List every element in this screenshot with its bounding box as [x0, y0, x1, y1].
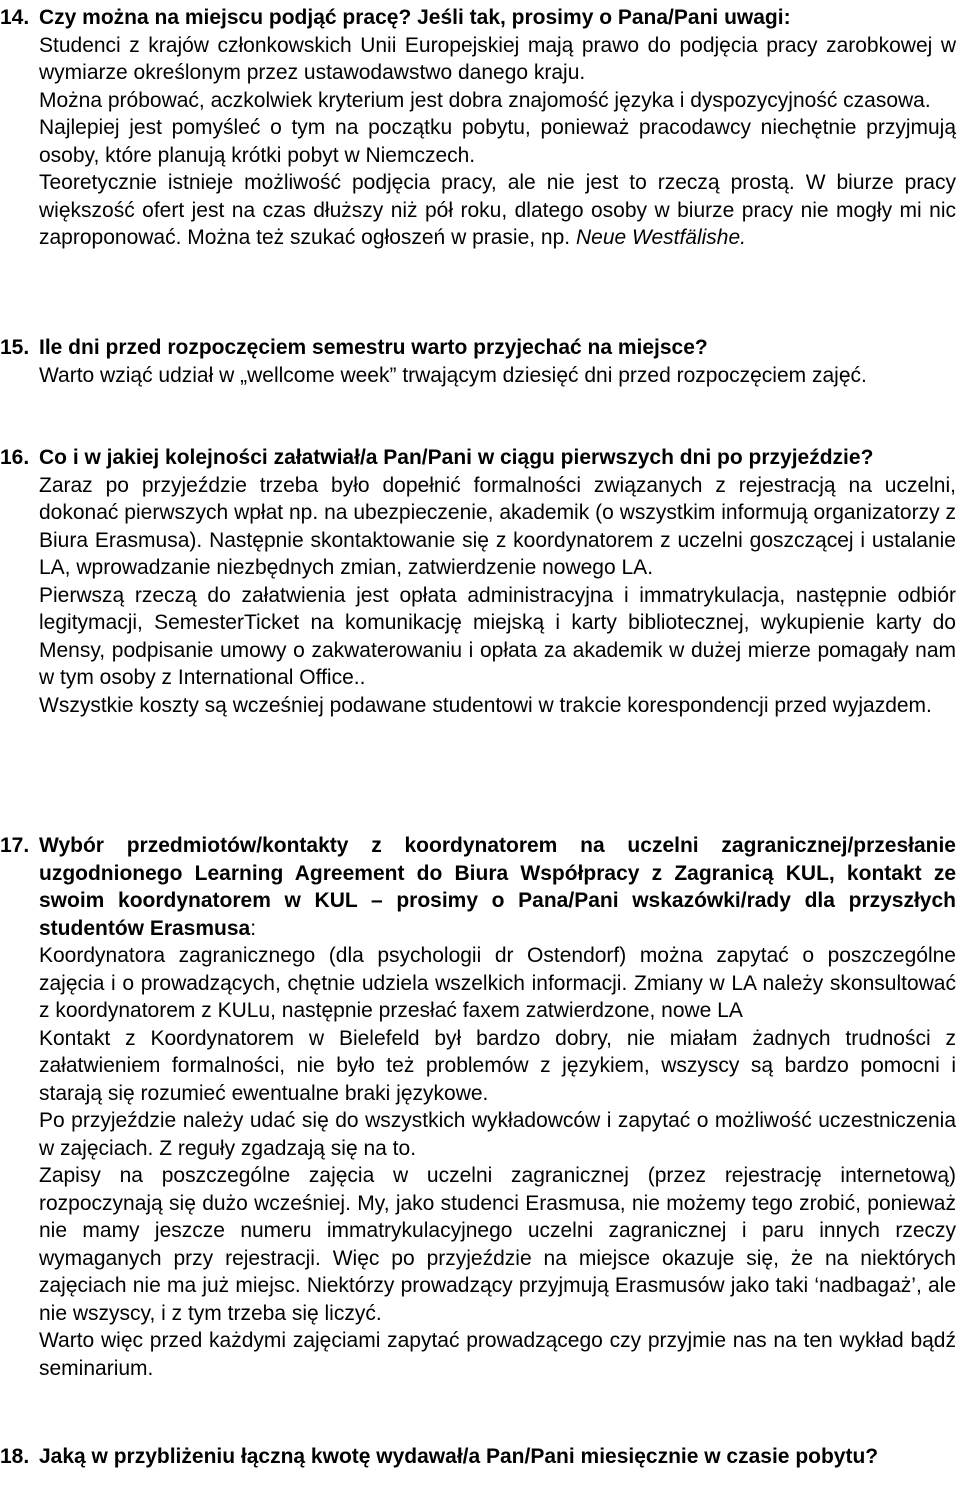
question-number: 15.	[0, 336, 30, 359]
question-text: Jaką w przybliżeniu łączną kwotę wydawał/a Pan/Pani miesięcznie w czasie pobytu?	[39, 1445, 879, 1468]
question-text: Wybór przedmiotów/kontakty z koordynatorem na uczelni zagranicznej/przesłanie uzgodnionego Learning Agreement do Biura Współpracy z Zagranicą KUL, kontakt ze swoim koordynatorem w KUL – prosimy o Pana/Pani wskazówki/rady dla przyszłych studentów Erasmusa	[39, 834, 956, 940]
answer-paragraph: Koordynatora zagranicznego (dla psychologii dr Ostendorf) można zapytać o poszczególne zajęcia i o prowadzących, chętnie udziela wszelkich informacji. Zmiany w LA należy skonsultować z koordynatorem z KULu, następnie przesłać faxem zatwierdzone, nowe LA	[39, 944, 956, 1022]
answer-paragraph: Warto wziąć udział w „wellcome week” trwającym dziesięć dni przed rozpoczęciem zajęć.	[39, 363, 867, 387]
answer-paragraph: Warto więc przed każdymi zajęciami zapytać prowadzącego czy przyjmie nas na ten wykład bądź seminarium.	[39, 1329, 956, 1380]
answer-paragraph: Można próbować, aczkolwiek kryterium jest dobra znajomość języka i dyspozycyjność czasowa.	[39, 88, 931, 112]
question-16	[0, 444, 960, 719]
answer-paragraph: Zaraz po przyjeździe trzeba było dopełnić formalności związanych z rejestracją na uczelni, dokonać pierwszych wpłat np. na ubezpieczenie, akademik (o wszystkim informują organizatorzy z Biura Erasmusa). Następnie skontaktowanie się z koordynatorem z uczelni goszczącej i ustalanie LA, wprowadzanie niezbędnych zmian, zatwierdzenie nowego LA.	[39, 473, 956, 579]
question-number: 17.	[0, 834, 30, 857]
answer-paragraph: Najlepiej jest pomyśleć o tym na początku pobytu, ponieważ pracodawcy niechętnie przyjmują osoby, które planują krótki pobyt w Niemczech.	[39, 116, 956, 167]
question-body	[39, 1443, 956, 1471]
answer-paragraph: Po przyjeździe należy udać się do wszystkich wykładowców i zapytać o możliwość uczestniczenia w zajęciach. Z reguły zgadzają się na to.	[39, 1109, 956, 1160]
question-body	[39, 334, 956, 389]
answer-paragraph: Studenci z krajów członkowskich Unii Europejskiej mają prawo do podjęcia pracy zarobkowej w wymiarze określonym przez ustawodawstwo danego kraju.	[39, 33, 956, 84]
question-text: Czy można na miejscu podjąć pracę? Jeśli tak, prosimy o Pana/Pani uwagi:	[39, 6, 791, 29]
question-17	[0, 832, 960, 1382]
answer-paragraph: Kontakt z Koordynatorem w Bielefeld był bardzo dobry, nie miałam żadnych trudności z załatwieniem formalności, nie było też problemów z językiem, wszyscy są bardzo pomocni i starają się rozumieć ewentualne braki językowe.	[39, 1026, 956, 1105]
question-14	[0, 4, 960, 252]
question-number: 16.	[0, 446, 30, 469]
question-text: Co i w jakiej kolejności załatwiał/a Pan/Pani w ciągu pierwszych dni po przyjeździe?	[39, 446, 874, 469]
question-number: 18.	[0, 1445, 30, 1468]
answer-paragraph: Wszystkie koszty są wcześniej podawane studentowi w trakcie korespondencji przed wyjazdem.	[39, 693, 932, 717]
question-body	[39, 4, 956, 252]
question-body	[39, 832, 956, 1382]
question-15	[0, 334, 960, 389]
newspaper-name: Neue Westfälishe.	[575, 226, 746, 249]
question-18	[0, 1443, 960, 1471]
question-suffix: :	[250, 916, 257, 940]
question-body	[39, 444, 956, 719]
question-text: Ile dni przed rozpoczęciem semestru warto przyjechać na miejsce?	[39, 336, 708, 359]
question-number: 14.	[0, 6, 30, 29]
answer-paragraph	[39, 169, 956, 252]
answer-paragraph: Pierwszą rzeczą do załatwienia jest opłata administracyjna i immatrykulacja, następnie odbiór legitymacji, SemesterTicket na komunikację miejską i karty bibliotecznej, wykupienie karty do Mensy, podpisanie umowy o zakwaterowaniu i opłata za akademik w dużej mierze pomagały nam w tym osoby z International Office..	[39, 583, 956, 689]
answer-text: Teoretycznie istnieje możliwość podjęcia pracy, ale nie jest to rzeczą prostą. W biurze pracy większość ofert jest na czas dłuższy niż pół roku, dlatego osoby w biurze pracy nie mogły mi nic zaproponować. Można też szukać ogłoszeń w prasie, np.	[39, 171, 956, 249]
answer-paragraph: Zapisy na poszczególne zajęcia w uczelni zagranicznej (przez rejestrację internetową) rozpoczynają się dużo wcześniej. My, jako studenci Erasmusa, nie możemy tego zrobić, ponieważ nie mamy jeszcze numeru immatrykulacyjnego uczelni zagranicznej i paru innych rzeczy wymaganych przy rejestracji. Więc po przyjeździe na miejsce okazuje się, że na niektórych zajęciach nie ma już miejsc. Niektórzy prowadzący przyjmują Erasmusów jako taki ‘nadbagaż’, ale nie wszyscy, i z tym trzeba się liczyć.	[39, 1164, 956, 1325]
